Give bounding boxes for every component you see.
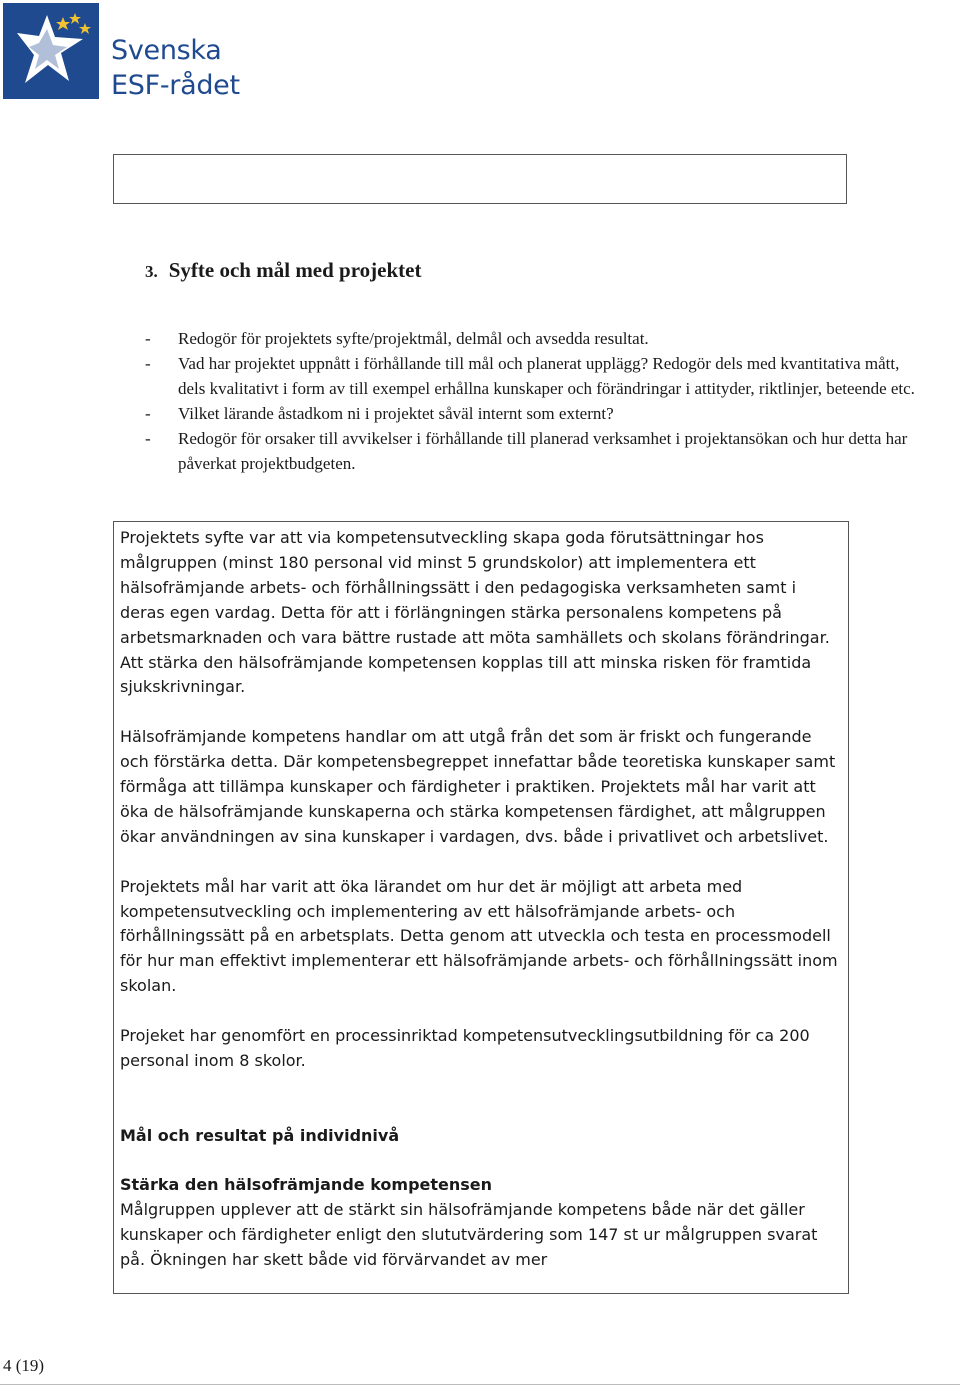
section-title: Syfte och mål med projektet: [168, 258, 422, 282]
empty-header-field: [113, 154, 847, 204]
logo-line-2: ESF-rådet: [111, 70, 240, 101]
footer-divider: [0, 1384, 960, 1385]
page-number: 4 (19): [3, 1356, 45, 1375]
section-number: 3.: [145, 262, 158, 281]
answer-paragraph-4: Projeket har genomfört en processinriktad kompetensutvecklingsutbildning för ca 200 personal inom 8 skolor.: [120, 1026, 810, 1070]
section-heading: [145, 258, 421, 283]
answer-paragraph-2: Hälsofrämjande kompetens handlar om att utgå från det som är friskt och fungerande och förstärka detta. Där kompetensbegreppet innefattar både teoretiska kunskaper samt förmåga att tillämpa kunskaper och färdigheter i praktiken. Projektets mål har varit att öka de hälsofrämjande kunskaperna och stärka kompetensen färdighet, att målgruppen ökar användningen av sina kunskaper i vardagen, dvs. både i privatlivet och arbetslivet.: [120, 727, 836, 846]
instruction-item: - Vilket lärande åstadkom ni i projektet såväl internt som externt?: [145, 404, 614, 423]
instruction-item: - Vad har projektet uppnått i förhållande till mål och planerat upplägg? Redogör dels med kvantitativa mått, dels kvalitativt i form av till exempel erhållna kunskaper och förändringar i attityder, riktlinjer, beteende etc.: [145, 354, 915, 398]
answer-paragraph-3: Projektets mål har varit att öka lärandet om hur det är möjligt att arbeta med kompetensutveckling och implementering av ett hälsofrämjande arbets- och förhållningssätt på en arbetsplats. Detta genom att utveckla och testa en processmodell för hur man effektivt implementerar ett hälsofrämjande arbets- och förhållningssätt inom skolan.: [120, 876, 838, 996]
logo-line-1: Svenska: [111, 35, 222, 66]
logo-wordmark: [111, 33, 240, 103]
instruction-text: Redogör för orsaker till avvikelser i förhållande till planerad verksamhet i projektansökan och hur detta har påverkat projektbudgeten.: [178, 429, 908, 473]
esf-star-logo-icon: [3, 3, 99, 99]
instruction-list: [145, 326, 915, 476]
answer-text-box: [113, 521, 849, 1294]
instruction-text: Redogör för projektets syfte/projektmål, delmål och avsedda resultat.: [178, 329, 649, 348]
answer-paragraph-1: Projektets syfte var att via kompetensutveckling skapa goda förutsättningar hos målgruppen (minst 180 personal vid minst 5 grundskolor) att implementera ett hälsofrämjande arbets- och förhållningssätt i den pedagogiska verksamheten samt i deras egen vardag. Detta för att i förlängningen stärka personalens kompetens på arbetsmarknaden och vara bättre rustade att möta samhällets och skolans förändringar. Att stärka den hälsofrämjande kompetensen kopplas till att minska risken för framtida sjukskrivningar.: [120, 528, 830, 697]
instruction-item: - Redogör för orsaker till avvikelser i förhållande till planerad verksamhet i projektansökan och hur detta har påverkat projektbudgeten.: [145, 429, 908, 473]
instruction-text: Vilket lärande åstadkom ni i projektet såväl internt som externt?: [178, 404, 614, 423]
instruction-text: Vad har projektet uppnått i förhållande till mål och planerat upplägg? Redogör dels med kvantitativa mått, dels kvalitativt i form av till exempel erhållna kunskaper och förändringar i attityder, riktlinjer, beteende etc.: [178, 354, 915, 398]
instruction-item: - Redogör för projektets syfte/projektmål, delmål och avsedda resultat.: [145, 329, 649, 348]
answer-heading-individual: Mål och resultat på individnivå: [120, 1125, 400, 1145]
answer-heading-competence: Stärka den hälsofrämjande kompetensen: [120, 1175, 493, 1195]
esf-logo: [3, 3, 243, 99]
answer-paragraph-5: Målgruppen upplever att de stärkt sin hälsofrämjande kompetens både när det gäller kunskaper och färdigheter enligt den slututvärdering som 147 st ur målgruppen svarat på. Ökningen har skett både vid förvärvandet av mer: [120, 1200, 818, 1270]
